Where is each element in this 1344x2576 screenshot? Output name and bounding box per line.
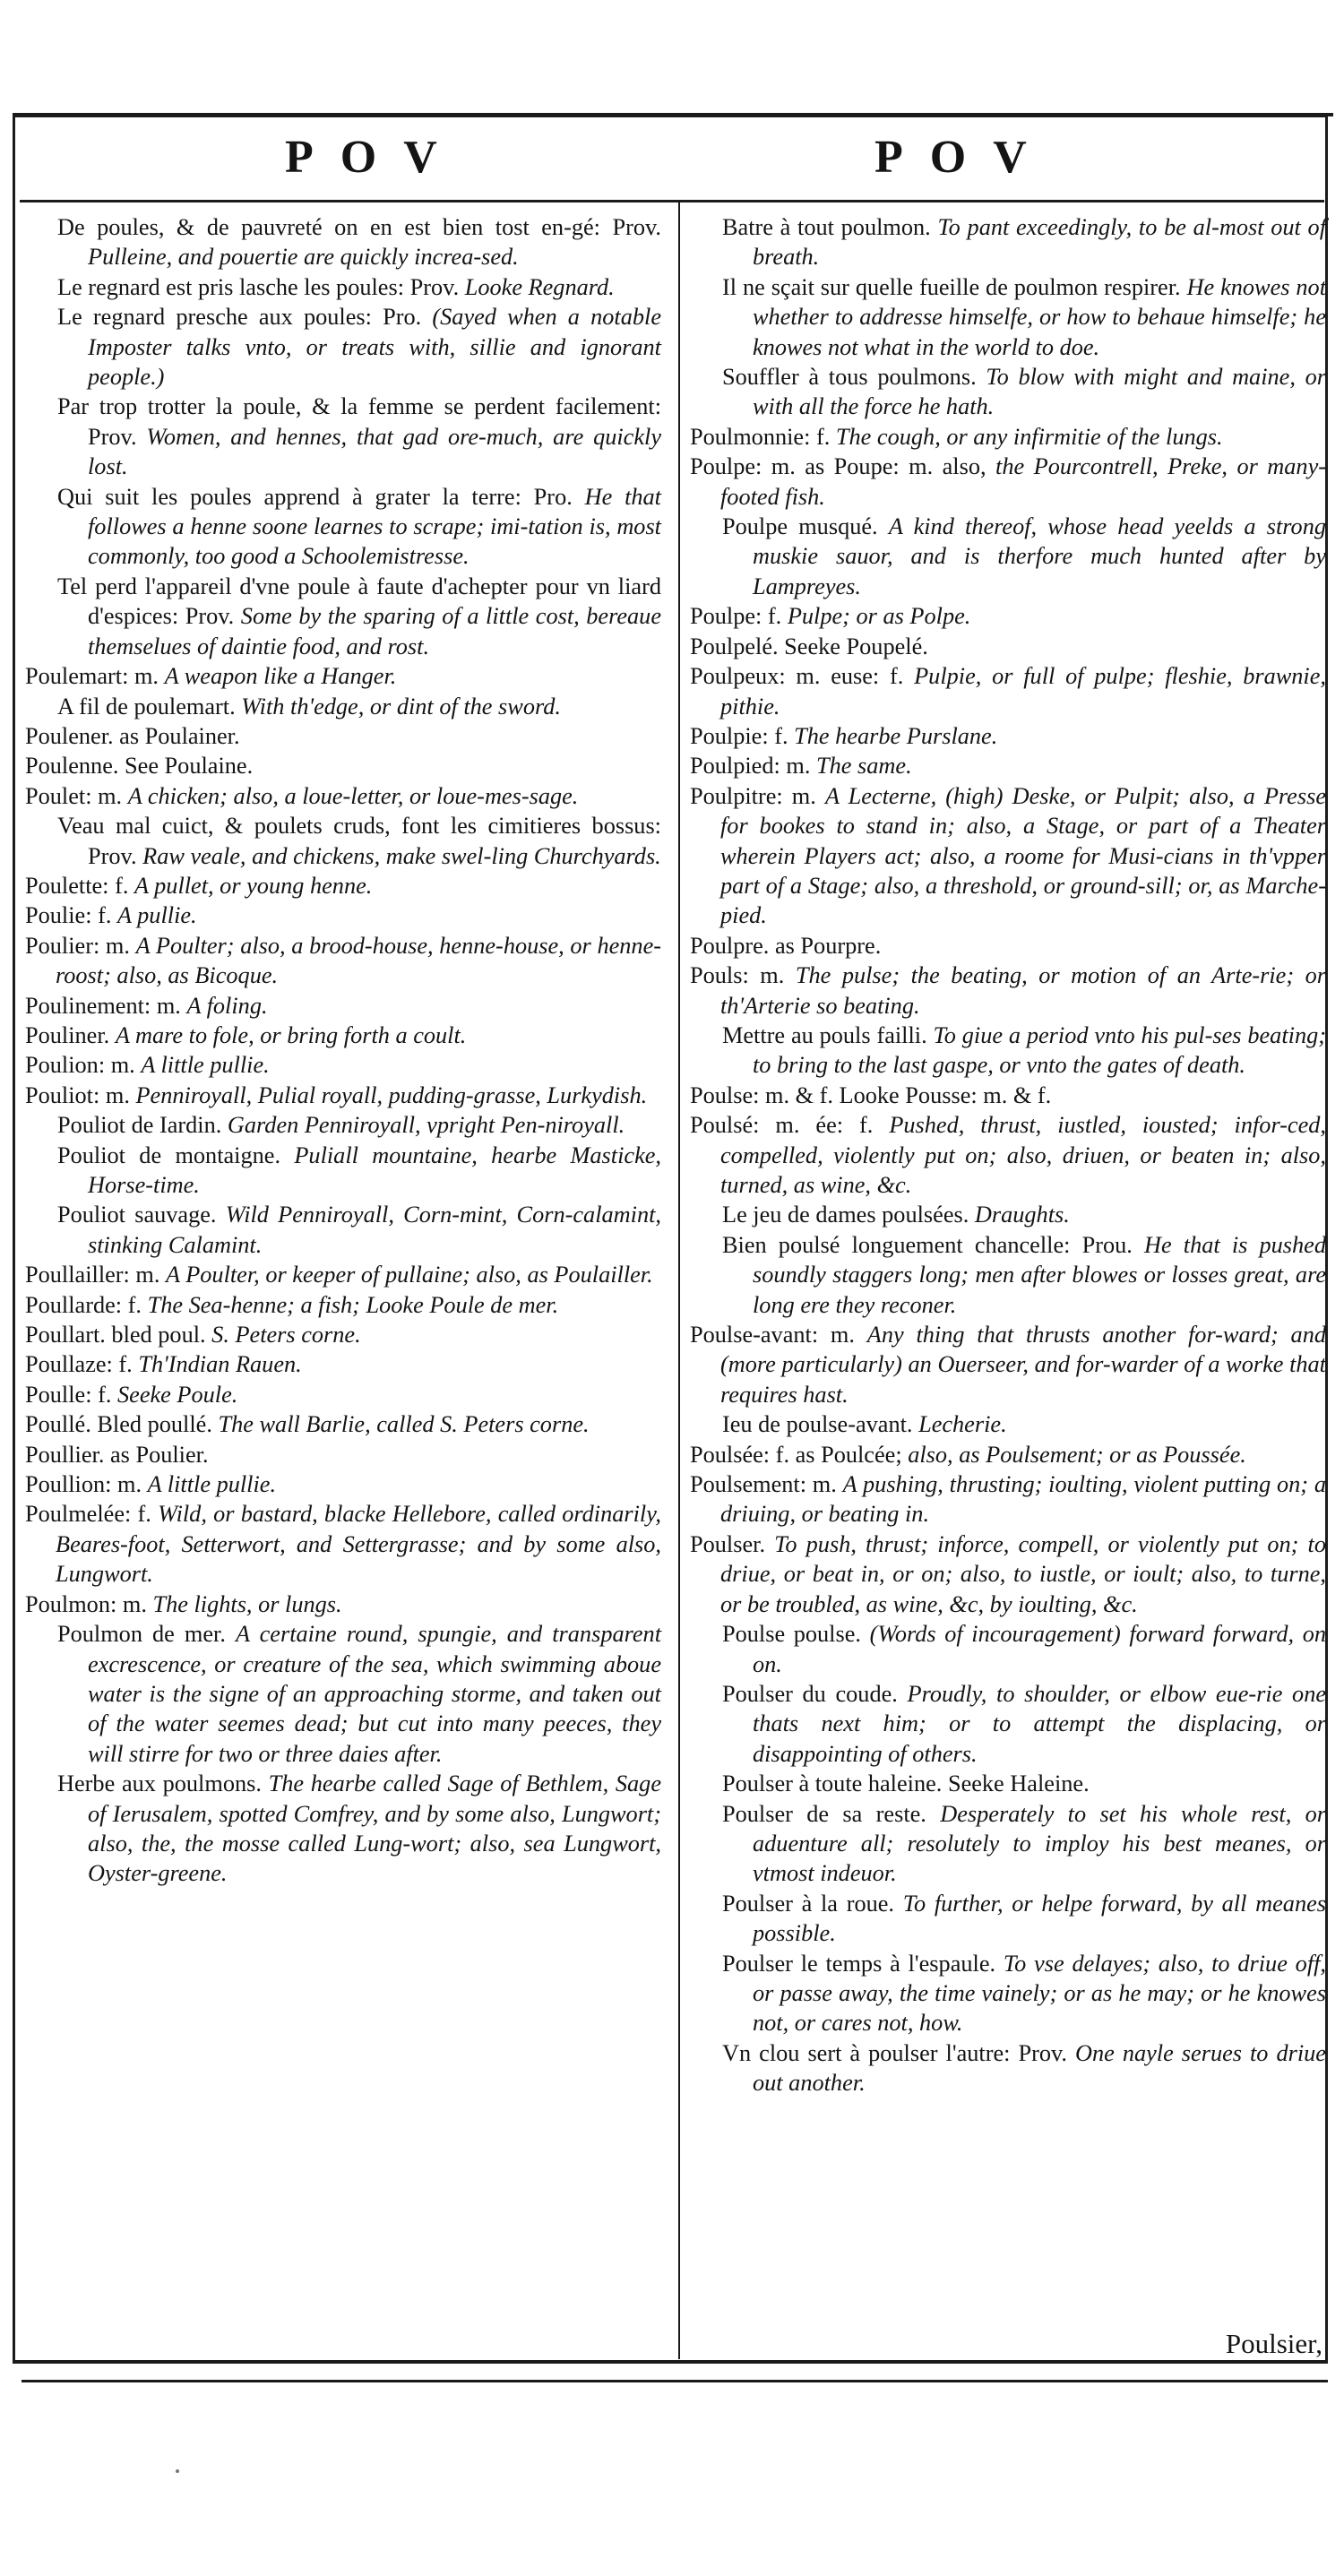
french-headword: Poulser du coude. [722,1680,898,1707]
french-headword: Poulser à la roue. [722,1890,895,1917]
english-gloss: The hearbe Purslane. [794,722,998,749]
english-gloss: Wild, or bastard, blacke Hellebore, called ordinarily, Beares-foot, Setterwort, and Settergrasse; and by some also, Lungwort. [56,1501,662,1588]
dictionary-entry [25,1769,661,1889]
english-gloss: Puliall mountaine, hearbe Masticke, Horse-time. [88,1142,661,1198]
english-gloss: He that followes a henne soone learnes to scrape; imi-tation is, most commonly, too good a Schoolemistresse. [88,483,661,570]
english-gloss: Raw veale, and chickens, make swel-ling Churchyards. [142,842,661,869]
english-gloss: A foling. [186,992,268,1019]
english-gloss: To pant exceedingly, to be al-most out of breath. [753,214,1326,271]
french-headword: Poulser. [690,1530,766,1557]
dictionary-entry [690,272,1326,362]
dictionary-entry [690,1409,1326,1439]
english-gloss: With th'edge, or dint of the sword. [241,693,561,719]
dictionary-entry [690,721,1326,751]
english-gloss: To blow with might and maine, or with all the force he hath. [753,364,1326,420]
dictionary-entry [25,811,661,871]
french-headword: Poullailler: m. [25,1262,160,1288]
dictionary-entry [25,1590,661,1619]
french-headword: Poulsement: m. [690,1471,837,1498]
english-gloss: One nayle serues to driue out another. [753,2039,1326,2097]
french-headword: Poulpied: m. [690,753,811,780]
dictionary-entry [25,1619,661,1769]
dictionary-entry [690,1200,1326,1229]
french-headword: De poules, & de pauvreté on en est bien tost en-gé: Prov. [57,214,661,240]
english-gloss: A kind thereof, whose head yeelds a strong muskie sauor, and is therfore much hunted after by Lampreyes. [753,513,1326,599]
catchword: Poulsier, [1225,2328,1322,2359]
english-gloss: To vse delayes; also, to driue off, or passe away, the time vainely; or as he may; or he knowes not, or cares not, how. [753,1950,1327,2037]
french-headword: Poulinement: m. [25,992,181,1019]
french-headword: Poulmonnie: f. [690,423,831,450]
dictionary-entry [690,1440,1326,1469]
english-gloss: A weapon like a Hanger. [164,663,397,690]
french-headword: Poulener. as Poulainer. [25,722,240,749]
dictionary-entry [690,1769,1326,1798]
running-head-right: POV [874,132,1054,183]
french-headword: Pouliot de montaigne. [57,1142,281,1168]
dictionary-entry [25,482,661,572]
dictionary-entry [690,2038,1326,2098]
french-headword: Poulmon: m. [25,1590,147,1617]
english-gloss: The Sea-henne; a fish; Looke Poule de mer. [147,1291,559,1318]
dictionary-entry [25,1290,661,1320]
english-gloss: A mare to fole, or bring forth a coult. [115,1021,467,1048]
english-gloss: A little pullie. [141,1052,270,1079]
english-gloss: He that is pushed soundly staggers long; men after blowes or losses great, are long ere they reconer. [753,1231,1326,1318]
english-gloss: He knowes not whether to addresse himselfe, or how to behaue himselfe; he knowes not what in the world to doe. [753,273,1326,360]
french-headword: Veau mal cuict, & poulets cruds, font les cimitieres bossus: Prov. [57,813,661,869]
french-headword: Poulet: m. [25,782,123,809]
dictionary-entry [690,751,1326,780]
dictionary-entry [690,1110,1326,1200]
english-gloss: To giue a period vnto his pul-ses beating; to bring to the last gaspe, or vnto the gates of death. [753,1021,1326,1079]
french-headword: Poulle: f. [25,1381,112,1408]
french-headword: Poulenne. See Poulaine. [25,753,254,780]
dictionary-entry [690,1679,1326,1769]
english-gloss: the Pourcontrell, Preke, or many-footed fish. [720,453,1327,510]
dictionary-entry [690,961,1326,1021]
french-headword: Poulse-avant: m. [690,1322,855,1348]
french-headword: Poulpelé. Seeke Poupelé. [690,633,928,659]
english-gloss: Pushed, thrust, iustled, iousted; infor-ced, compelled, violently put on; also, driuen, or beaten in; also, turned, as wine, &c. [720,1112,1326,1198]
french-headword: Poullart. bled poul. [25,1322,206,1348]
left-column [25,212,661,1889]
english-gloss: A Lecterne, (high) Deske, or Pulpit; also, a Presse for bookes to stand in; also, a Stage, or part of a Theater wherein Players act; also, a roome for Musi-cians in th'vpper part of a Stage; also, a threshold, or ground-sill; or, as Marche-pied. [720,782,1326,929]
dictionary-entry [25,931,661,991]
french-headword: Poulpe musqué. [722,513,878,540]
english-gloss: To further, or helpe forward, by all meanes possible. [753,1890,1327,1947]
dictionary-entry [25,1469,661,1499]
french-headword: Poulemart: m. [25,663,159,690]
dictionary-entry [25,721,661,751]
english-gloss: Penniroyall, Pulial royall, pudding-grasse, Lurkydish. [135,1081,648,1108]
dictionary-entry [25,302,661,392]
french-headword: Poulpitre: m. [690,782,816,809]
dictionary-entry [25,572,661,661]
dictionary-entry [25,781,661,811]
dictionary-entry [690,1021,1326,1081]
english-gloss: Looke Regnard. [464,273,615,300]
dictionary-entry [25,1141,661,1201]
dictionary-entry [25,1499,661,1589]
english-gloss: The cough, or any infirmitie of the lungs. [835,423,1223,450]
french-headword: Poulpre. as Pourpre. [690,932,882,959]
header-rule [20,200,1324,202]
dictionary-entry [25,1050,661,1080]
french-headword: Qui suit les poules apprend à grater la terre: Pro. [57,483,573,510]
dictionary-entry [25,1349,661,1379]
english-gloss: also, as Poulsement; or as Poussée. [908,1441,1246,1468]
dictionary-entry [690,1469,1326,1529]
french-headword: Poulsé: m. ée: f. [690,1112,874,1139]
english-gloss: Lecherie. [918,1411,1007,1438]
french-headword: Le regnard presche aux poules: Pro. [57,304,422,331]
dictionary-entry [690,781,1326,931]
french-headword: Poulmelée: f. [25,1501,151,1528]
english-gloss: A Poulter; also, a brood-house, henne-house, or henne-roost; also, as Bicoque. [56,932,661,989]
bottom-rule [22,2380,1328,2382]
dictionary-entry [25,212,661,272]
french-headword: Poulsée: f. as Poulcée; [690,1441,902,1468]
dictionary-entry [25,751,661,780]
dictionary-entry [690,661,1326,721]
english-gloss: Pulleine, and pouertie are quickly increa-sed. [88,244,519,271]
dictionary-entry [690,452,1326,512]
english-gloss: A pushing, thrusting; ioulting, violent putting on; a driuing, or beating in. [720,1471,1327,1528]
dictionary-entry [25,1320,661,1349]
dictionary-entry [25,272,661,302]
french-headword: Herbe aux poulmons. [57,1770,262,1797]
dictionary-entry [690,632,1326,661]
english-gloss: Any thing that thrusts another for-ward; and (more particularly) an Ouerseer, and for-warder of a worke that requires hast. [720,1322,1326,1408]
french-headword: Pouliner. [25,1021,110,1048]
dictionary-entry [690,601,1326,631]
dictionary-entry [690,931,1326,961]
ink-speck [176,2469,179,2473]
french-headword: Bien poulsé longuement chancelle: Prou. [722,1231,1133,1258]
dictionary-entry [690,512,1326,601]
dictionary-entry [25,661,661,691]
english-gloss: Garden Penniroyall, vpright Pen-niroyall. [227,1112,625,1139]
french-headword: Poulse poulse. [722,1621,861,1648]
french-headword: Pouliot: m. [25,1081,130,1108]
french-headword: Poullé. Bled poullé. [25,1411,212,1438]
french-headword: Tel perd l'appareil d'vne poule à faute d'achepter pour vn liard d'espices: Prov. [57,573,661,630]
french-headword: Poullarde: f. [25,1291,142,1318]
english-gloss: Draughts. [974,1202,1070,1228]
french-headword: Pouliot sauvage. [57,1202,217,1228]
dictionary-entry [25,900,661,930]
french-headword: Ieu de poulse-avant. [722,1411,913,1438]
french-headword: Poulse: m. & f. Looke Pousse: m. & f. [690,1081,1052,1108]
french-headword: Il ne sçait sur quelle fueille de poulmon respirer. [722,273,1181,300]
french-headword: Poulier: m. [25,932,130,959]
french-headword: Poulpe: m. as Poupe: m. also, [690,453,986,480]
running-head-left: POV [285,132,464,183]
english-gloss: Seeke Poule. [117,1381,238,1408]
french-headword: Poulpe: f. [690,603,782,630]
french-headword: Poulpeux: m. euse: f. [690,663,904,690]
english-gloss: (Words of incouragement) forward forward, on on. [753,1621,1326,1677]
french-headword: Poullion: m. [25,1471,142,1498]
french-headword: A fil de poulemart. [57,693,236,719]
column-divider [678,202,680,2359]
french-headword: Souffler à tous poulmons. [722,364,977,391]
english-gloss: Th'Indian Rauen. [138,1351,302,1378]
english-gloss: Women, and hennes, that gad ore-much, are quickly lost. [88,423,662,480]
english-gloss: The hearbe called Sage of Bethlem, Sage of Ierusalem, spotted Comfrey, and by some also, Lungwort; also, the, the mosse called Lung-wort; also, sea Lungwort, Oyster-greene. [88,1770,661,1887]
dictionary-entry [690,422,1326,452]
dictionary-entry [25,392,661,481]
english-gloss: Proudly, to shoulder, or elbow eue-rie one thats next him; or to attempt the displacing, or disappointing of others. [753,1680,1327,1767]
french-headword: Poulion: m. [25,1052,135,1079]
dictionary-entry [690,1529,1326,1619]
dictionary-entry [690,1230,1326,1320]
dictionary-entry [25,1200,661,1260]
english-gloss: A Poulter, or keeper of pullaine; also, as Poulailler. [166,1262,653,1288]
english-gloss: Wild Penniroyall, Corn-mint, Corn-calamint, stinking Calamint. [88,1202,661,1258]
dictionary-entry [690,1619,1326,1679]
dictionary-entry [25,991,661,1021]
french-headword: Le jeu de dames poulsées. [722,1202,969,1228]
dictionary-entry [25,692,661,721]
english-gloss: The same. [816,753,912,780]
english-gloss: A pullet, or young henne. [134,872,373,899]
english-gloss: Some by the sparing of a little cost, bereaue themselues of daintie food, and rost. [88,603,661,659]
french-headword: Poulser de sa reste. [722,1800,926,1827]
dictionary-entry [690,1081,1326,1110]
english-gloss: To push, thrust; inforce, compell, or violently put on; to driue, or beat in, or on; also, to iustle, or ioult; also, to turne, or be troubled, as wine, &c, by ioulting, &c. [720,1530,1326,1617]
french-headword: Mettre au pouls failli. [722,1021,927,1048]
english-gloss: A certaine round, spungie, and transparent excrescence, or creature of the sea, which swimming aboue water is the signe of an approaching storme, and taken out of the water seemes dead; but cut into many peeces, they will stirre for two or three daies after. [88,1621,661,1767]
english-gloss: S. Peters corne. [211,1322,361,1348]
french-headword: Poulmon de mer. [57,1621,226,1648]
dictionary-entry [690,1889,1326,1949]
dictionary-entry [690,1949,1326,2038]
english-gloss: A chicken; also, a loue-letter, or loue-mes-sage. [127,782,579,809]
french-headword: Pouls: m. [690,962,785,989]
french-headword: Poulie: f. [25,902,112,929]
dictionary-entry [25,1440,661,1469]
dictionary-entry [690,212,1326,272]
french-headword: Pouliot de Iardin. [57,1112,222,1139]
french-headword: Poulser à toute haleine. Seeke Haleine. [722,1770,1090,1797]
english-gloss: A little pullie. [147,1471,277,1498]
french-headword: Poulser le temps à l'espaule. [722,1950,996,1977]
dictionary-entry [25,1380,661,1409]
dictionary-entry [25,871,661,900]
english-gloss: The lights, or lungs. [152,1590,342,1617]
dictionary-entry [25,1409,661,1439]
right-column [690,212,1326,2098]
french-headword: Poulpie: f. [690,722,788,749]
dictionary-entry [25,1110,661,1140]
english-gloss: The wall Barlie, called S. Peters corne. [218,1411,590,1438]
english-gloss: Pulpie, or full of pulpe; fleshie, brawnie, pithie. [720,663,1326,719]
english-gloss: A pullie. [117,902,197,929]
dictionary-entry [25,1021,661,1050]
french-headword: Poulette: f. [25,872,129,899]
english-gloss: (Sayed when a notable Imposter talks vnto, or treats with, sillie and ignorant people.) [88,304,661,391]
english-gloss: Pulpe; or as Polpe. [787,603,971,630]
english-gloss: Desperately to set his whole rest, or aduenture all; resolutely to imploy his best meanes, or vtmost indeuor. [753,1800,1326,1887]
dictionary-entry [690,1320,1326,1409]
dictionary-entry [690,1799,1326,1889]
english-gloss: The pulse; the beating, or motion of an Arte-rie; or th'Arterie so beating. [720,962,1326,1019]
french-headword: Le regnard est pris lasche les poules: Prov. [57,273,460,300]
french-headword: Batre à tout poulmon. [722,214,931,240]
dictionary-entry [25,1081,661,1110]
french-headword: Par trop trotter la poule, & la femme se perdent facilement: Prov. [57,393,661,450]
dictionary-entry [25,1260,661,1289]
dictionary-entry [690,362,1326,422]
french-headword: Poullier. as Poulier. [25,1441,209,1468]
french-headword: Vn clou sert à poulser l'autre: Prov. [722,2039,1067,2066]
french-headword: Poullaze: f. [25,1351,133,1378]
